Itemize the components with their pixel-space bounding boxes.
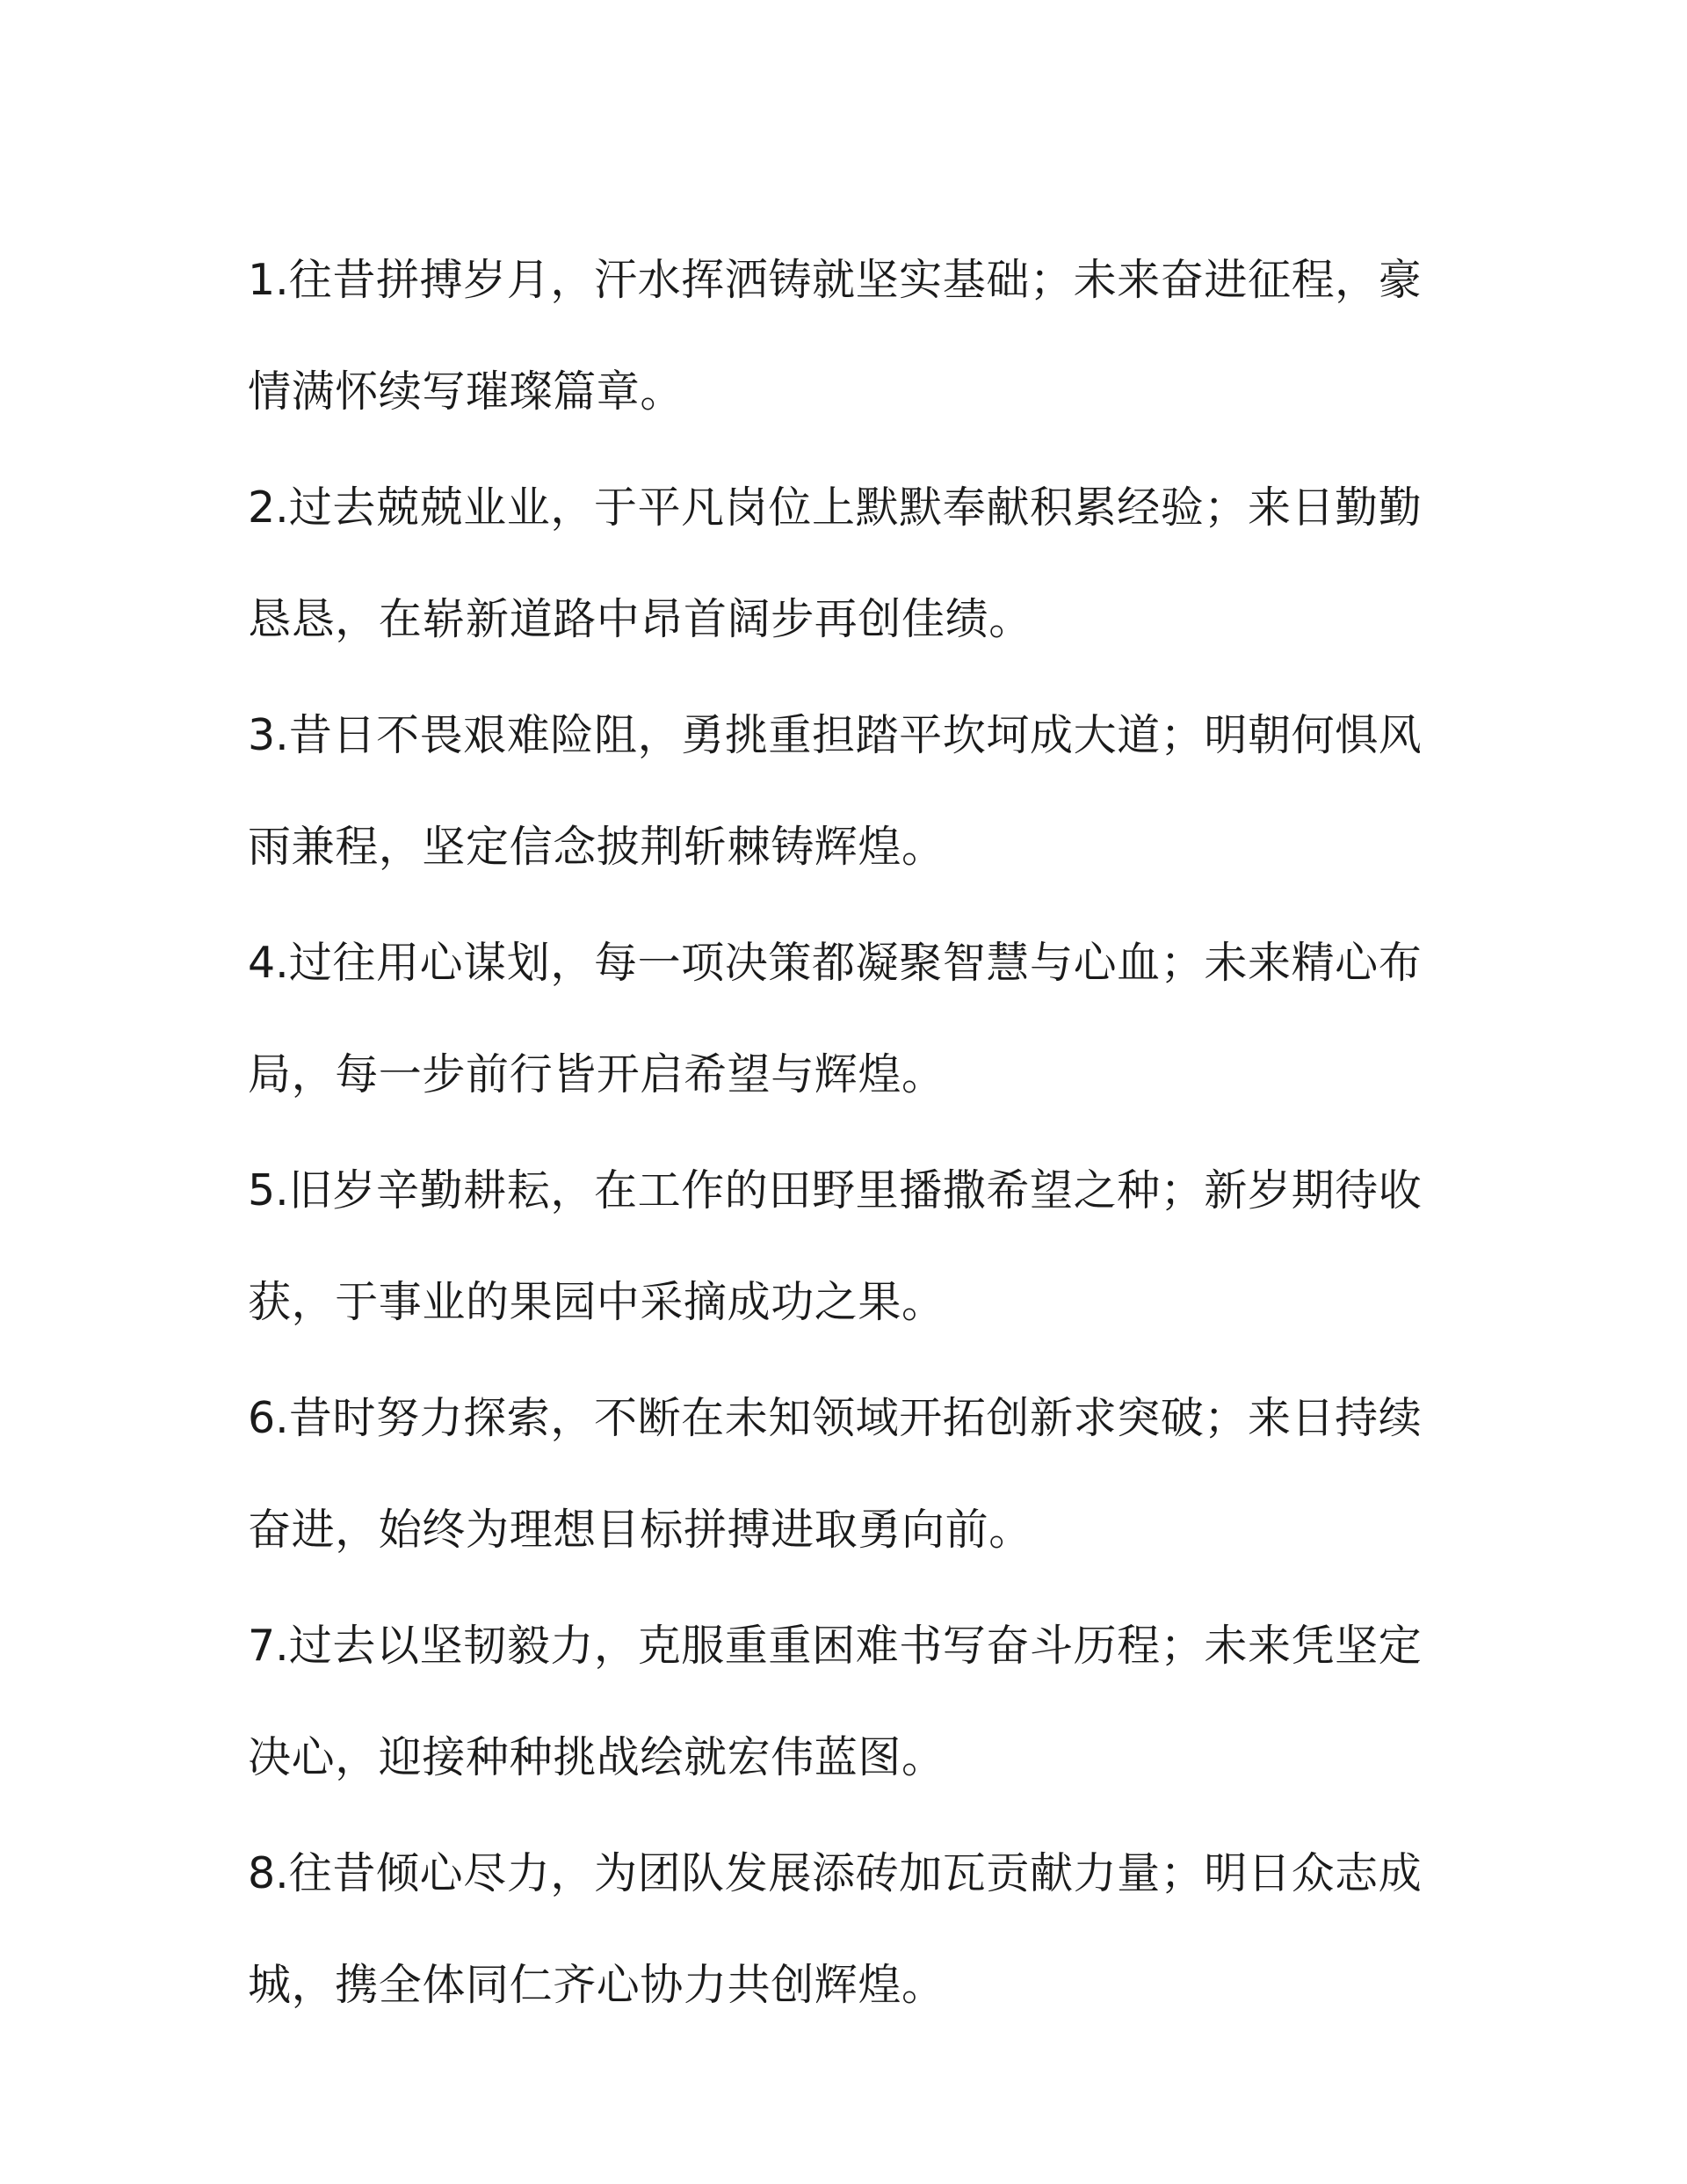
- paragraph-text: 往昔拼搏岁月，汗水挥洒铸就坚实基础；未来奋进征程，豪情满怀续写璀璨篇章。: [248, 255, 1423, 417]
- paragraph-8: [248, 1818, 1443, 2041]
- paragraph-2: [248, 452, 1443, 675]
- paragraph-number: 8.: [248, 1848, 289, 1898]
- paragraph-text: 过去兢兢业业，于平凡岗位上默默奉献积累经验；来日勤勤恳恳，在崭新道路中昂首阔步再创佳绩。: [248, 483, 1423, 644]
- paragraph-text: 昔日不畏艰难险阻，勇挑重担踏平坎坷成大道；明朝何惧风雨兼程，坚定信念披荆斩棘铸辉煌。: [248, 710, 1423, 872]
- paragraph-5: [248, 1135, 1443, 1358]
- paragraph-number: 3.: [248, 710, 289, 760]
- document-body: [248, 224, 1443, 2045]
- paragraph-number: 4.: [248, 938, 289, 988]
- paragraph-7: [248, 1590, 1443, 1813]
- paragraph-6: [248, 1362, 1443, 1585]
- paragraph-3: [248, 679, 1443, 903]
- paragraph-text: 过去以坚韧毅力，克服重重困难书写奋斗历程；未来凭坚定决心，迎接种种挑战绘就宏伟蓝图。: [248, 1621, 1423, 1782]
- paragraph-number: 7.: [248, 1621, 289, 1671]
- paragraph-number: 2.: [248, 483, 289, 533]
- paragraph-4: [248, 907, 1443, 1130]
- paragraph-text: 昔时努力探索，不断在未知领域开拓创新求突破；来日持续奋进，始终为理想目标拼搏进取勇向前。: [248, 1393, 1423, 1555]
- paragraph-text: 往昔倾心尽力，为团队发展添砖加瓦贡献力量；明日众志成城，携全体同仁齐心协力共创辉煌。: [248, 1848, 1423, 2010]
- paragraph-text: 过往用心谋划，每一项决策都凝聚智慧与心血；未来精心布局，每一步前行皆开启希望与辉煌。: [248, 938, 1423, 1099]
- paragraph-number: 5.: [248, 1165, 289, 1215]
- paragraph-1: [248, 224, 1443, 447]
- paragraph-number: 6.: [248, 1393, 289, 1443]
- paragraph-text: 旧岁辛勤耕耘，在工作的田野里播撒希望之种；新岁期待收获，于事业的果园中采摘成功之果。: [248, 1165, 1423, 1327]
- paragraph-number: 1.: [248, 255, 289, 305]
